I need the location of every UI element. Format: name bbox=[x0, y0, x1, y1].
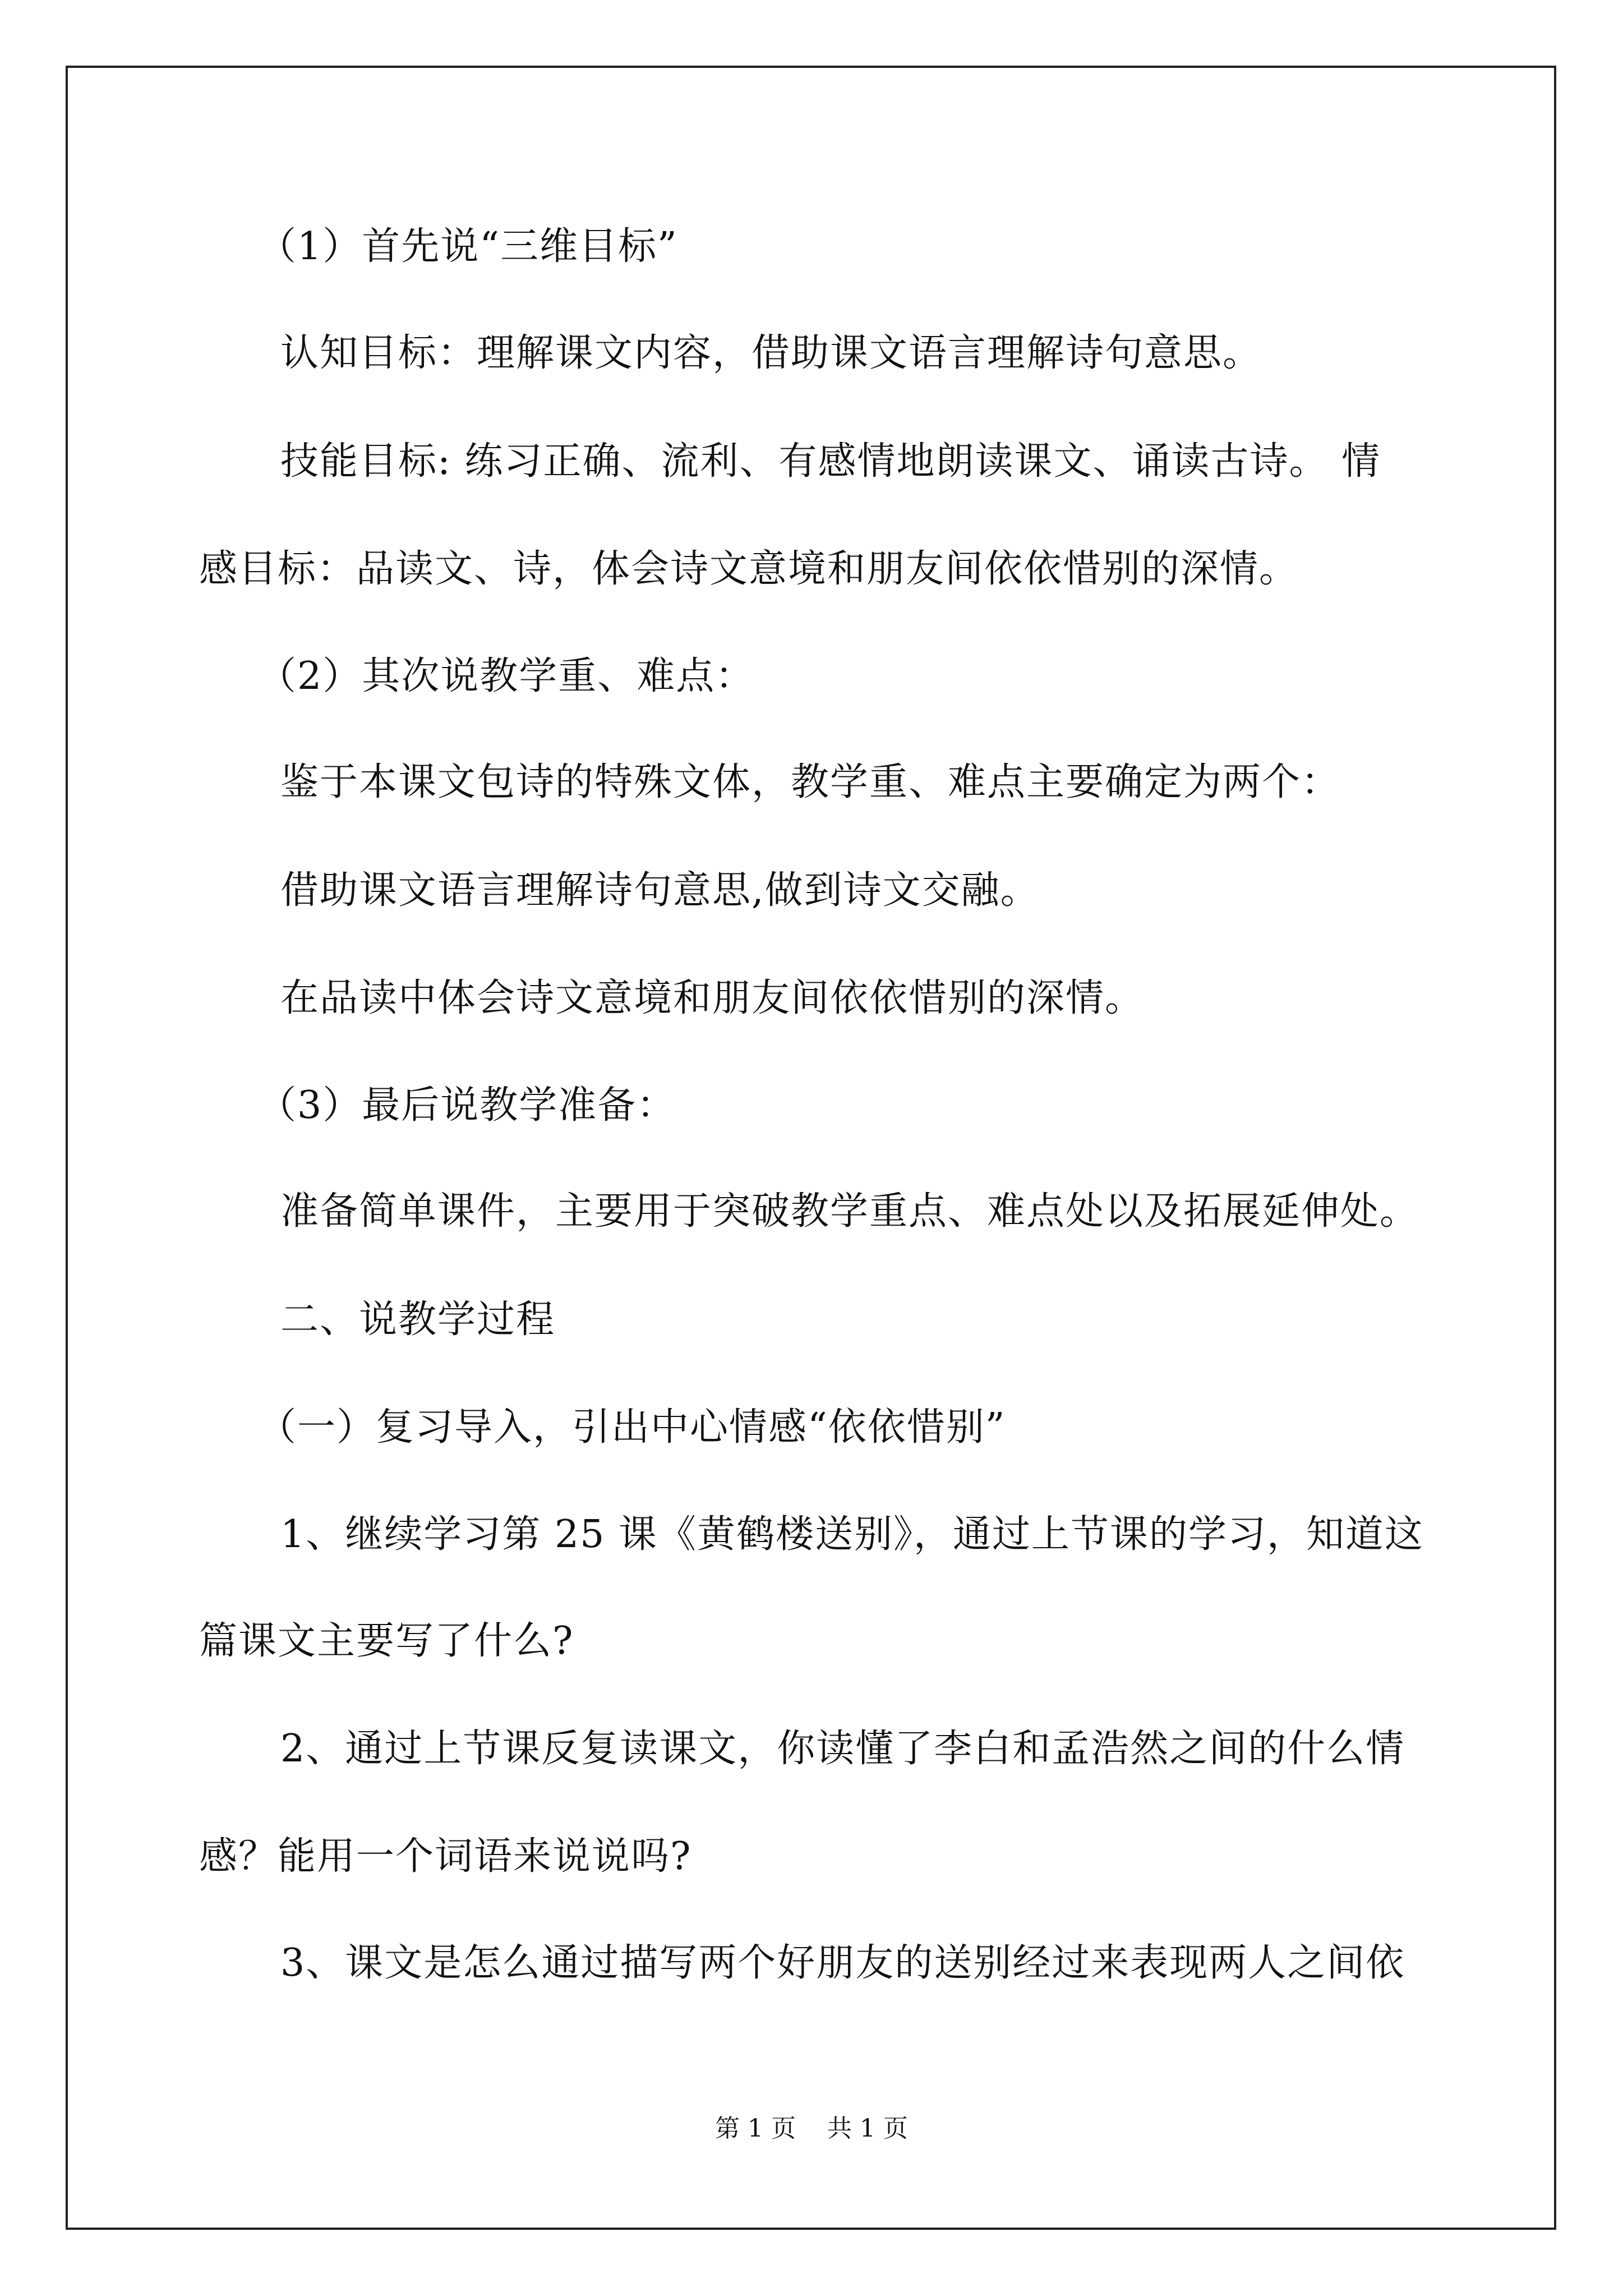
paragraph-line: （一）复习导入，引出中心情感“依依惜别” bbox=[258, 1405, 1006, 1450]
paragraph-line: 2、通过上节课反复读课文，你读懂了李白和孟浩然之间的什么情 bbox=[280, 1727, 1405, 1771]
paragraph-line: 3、课文是怎么通过描写两个好朋友的送别经过来表现两人之间依 bbox=[280, 1941, 1405, 1985]
page-border bbox=[66, 66, 1556, 2230]
paragraph-line: 感？能用一个词语来说说吗? bbox=[199, 1834, 692, 1879]
paragraph-line: 认知目标：理解课文内容，借助课文语言理解诗句意思。 bbox=[280, 331, 1262, 375]
paragraph-line: （2）其次说教学重、难点： bbox=[258, 654, 755, 698]
paragraph-line: 1、继续学习第 25 课《黄鹤楼送别》，通过上节课的学习，知道这 bbox=[280, 1512, 1424, 1557]
paragraph-line: 准备简单课件，主要用于突破教学重点、难点处以及拓展延伸处。 bbox=[280, 1189, 1419, 1234]
paragraph-line: 篇课文主要写了什么? bbox=[199, 1619, 574, 1663]
paragraph-line: 二、说教学过程 bbox=[280, 1297, 556, 1342]
paragraph-line: 借助课文语言理解诗句意思,做到诗文交融。 bbox=[280, 868, 1040, 913]
paragraph-line: 感目标：品读文、诗，体会诗文意境和朋友间依依惜别的深情。 bbox=[199, 547, 1299, 591]
page-footer: 第 1 页 共 1 页 bbox=[715, 2114, 908, 2143]
paragraph-line: （1）首先说“三维目标” bbox=[258, 224, 678, 269]
paragraph-line: （3）最后说教学准备： bbox=[258, 1083, 676, 1128]
paragraph-line: 在品读中体会诗文意境和朋友间依依惜别的深情。 bbox=[280, 976, 1145, 1020]
paragraph-line: 技能目标: 练习正确、流利、有感情地朗读课文、诵读古诗。 情 bbox=[280, 439, 1381, 484]
paragraph-line: 鉴于本课文包诗的特殊文体，教学重、难点主要确定为两个： bbox=[280, 760, 1341, 804]
